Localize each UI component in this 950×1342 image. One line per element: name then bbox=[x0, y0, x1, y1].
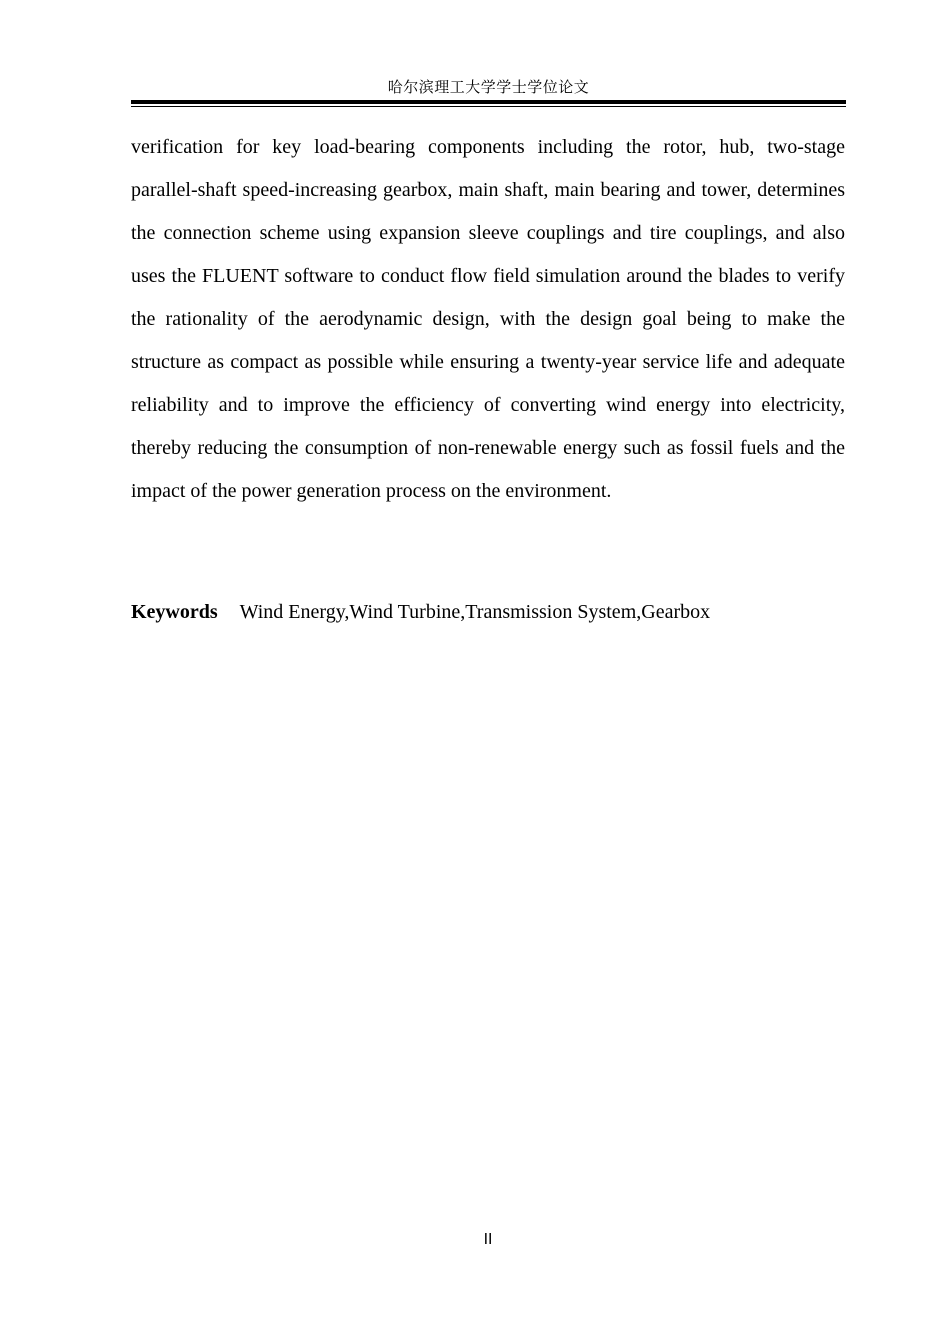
abstract-paragraph: verification for key load-bearing components including the rotor, hub, two-stage parallel-shaft speed-increasing gearbox, main shaft, main bearing and tower, determines the connection scheme using expansion sleeve couplings and tire couplings, and also uses the FLUENT software to conduct flow field simulation around the blades to verify the rationality of the aerodynamic design, with the design goal being to make the structure as compact as possible while ensuring a twenty-year service life and adequate reliability and to improve the efficiency of converting wind energy into electricity, thereby reducing the consumption of non-renewable energy such as fossil fuels and the impact of the power generation process on the environment. bbox=[131, 136, 845, 502]
running-header: 哈尔滨理工大学学士学位论文 bbox=[387, 80, 590, 96]
header-rule-thick bbox=[131, 100, 846, 104]
header-rule-thin bbox=[131, 106, 846, 107]
keywords-label: Keywords bbox=[131, 601, 218, 623]
keywords-value: Wind Energy,Wind Turbine,Transmission System,Gearbox bbox=[239, 601, 711, 623]
page-number: II bbox=[483, 1230, 493, 1248]
keywords-line bbox=[131, 592, 845, 632]
